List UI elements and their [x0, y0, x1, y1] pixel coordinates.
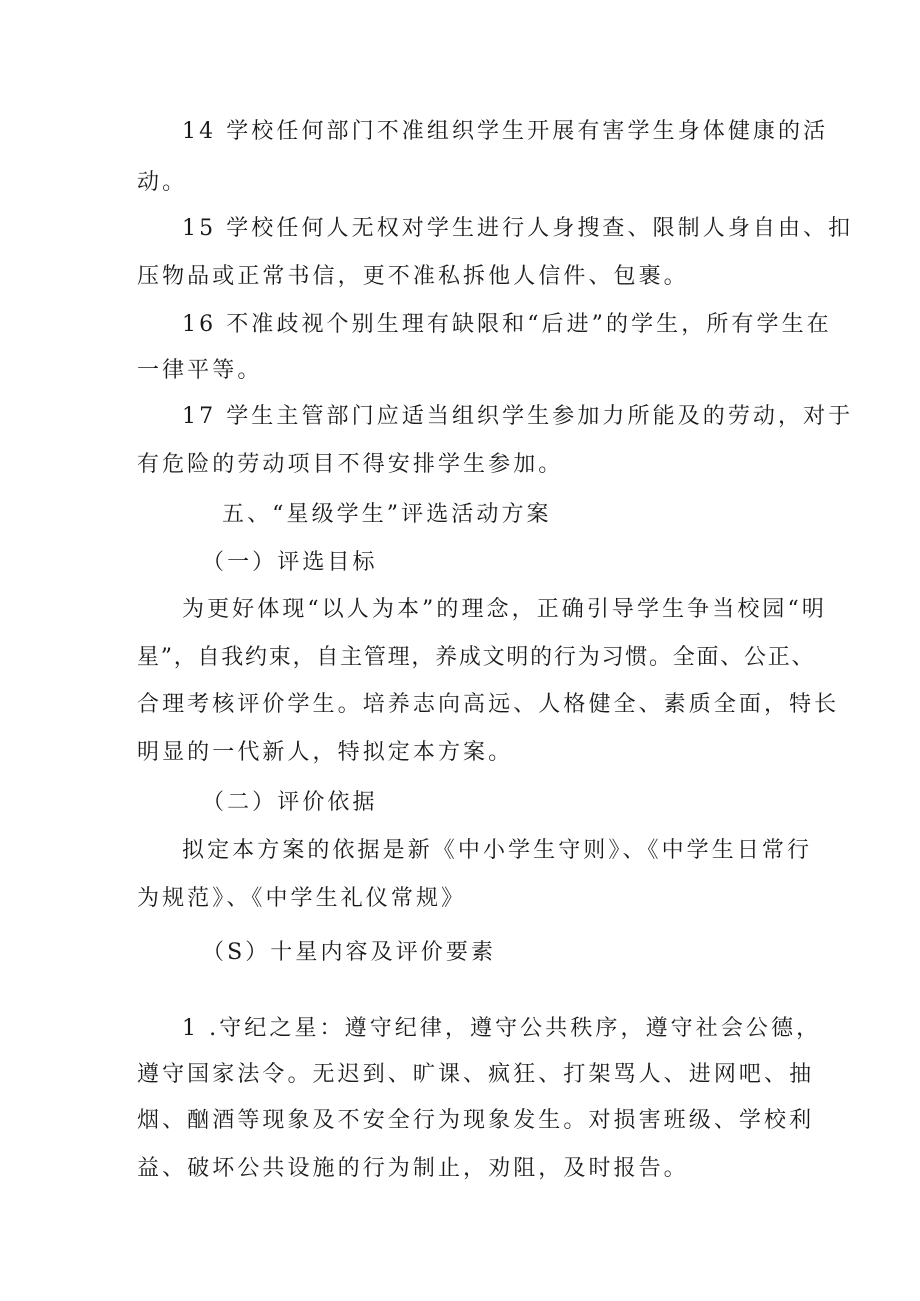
rule-16-line-2: 一律平等。: [137, 358, 263, 383]
subsection-1-line-3: 合理考核评价学生。培养志向高远、人格健全、素质全面，特长: [137, 692, 840, 717]
subsection-2-heading: （二）评价依据: [202, 790, 378, 815]
subsection-3-heading: （S）十星内容及评价要素: [202, 940, 497, 965]
rule-15-line-1: 15 学校任何人无权对学生进行人身搜查、限制人身自由、扣: [182, 216, 854, 241]
rule-17-line-1: 17 学生主管部门应适当组织学生参加力所能及的劳动，对于: [182, 404, 854, 429]
subsection-1-line-1: 为更好体现“以人为本”的理念，正确引导学生争当校园“明: [182, 597, 827, 622]
rule-14-line-2: 动。: [137, 170, 188, 195]
rule-17-line-2: 有危险的劳动项目不得安排学生参加。: [137, 452, 564, 477]
subsection-2-line-1: 拟定本方案的依据是新《中小学生守则》、《中学生日常行: [182, 838, 813, 863]
rule-16-line-1: 16 不准歧视个别生理有缺限和“后进”的学生，所有学生在: [182, 312, 832, 337]
section-title: 五、“星级学生”评选活动方案: [222, 502, 552, 527]
rule-14-line-1: 14 学校任何部门不准组织学生开展有害学生身体健康的活: [182, 119, 829, 144]
item-1-line-4: 益、破坏公共设施的行为制止，劝阻，及时报告。: [137, 1156, 689, 1181]
item-1-line-2: 遵守国家法令。无迟到、旷课、疯狂、打架骂人、进网吧、抽: [137, 1062, 815, 1087]
rule-15-line-2: 压物品或正常书信，更不准私拆他人信件、包裹。: [137, 264, 689, 289]
item-1-line-3: 烟、酗酒等现象及不安全行为现象发生。对损害班级、学校利: [137, 1108, 815, 1133]
subsection-1-line-4: 明显的一代新人，特拟定本方案。: [137, 740, 514, 765]
subsection-1-heading: （一）评选目标: [202, 550, 378, 575]
item-1-line-1: 1 .守纪之星：遵守纪律，遵守公共秩序，遵守社会公德，: [182, 1016, 822, 1041]
subsection-2-line-2: 为规范》、《中学生礼仪常规》: [137, 886, 467, 911]
subsection-1-line-2: 星”，自我约束，自主管理，养成文明的行为习惯。全面、公正、: [137, 645, 816, 670]
